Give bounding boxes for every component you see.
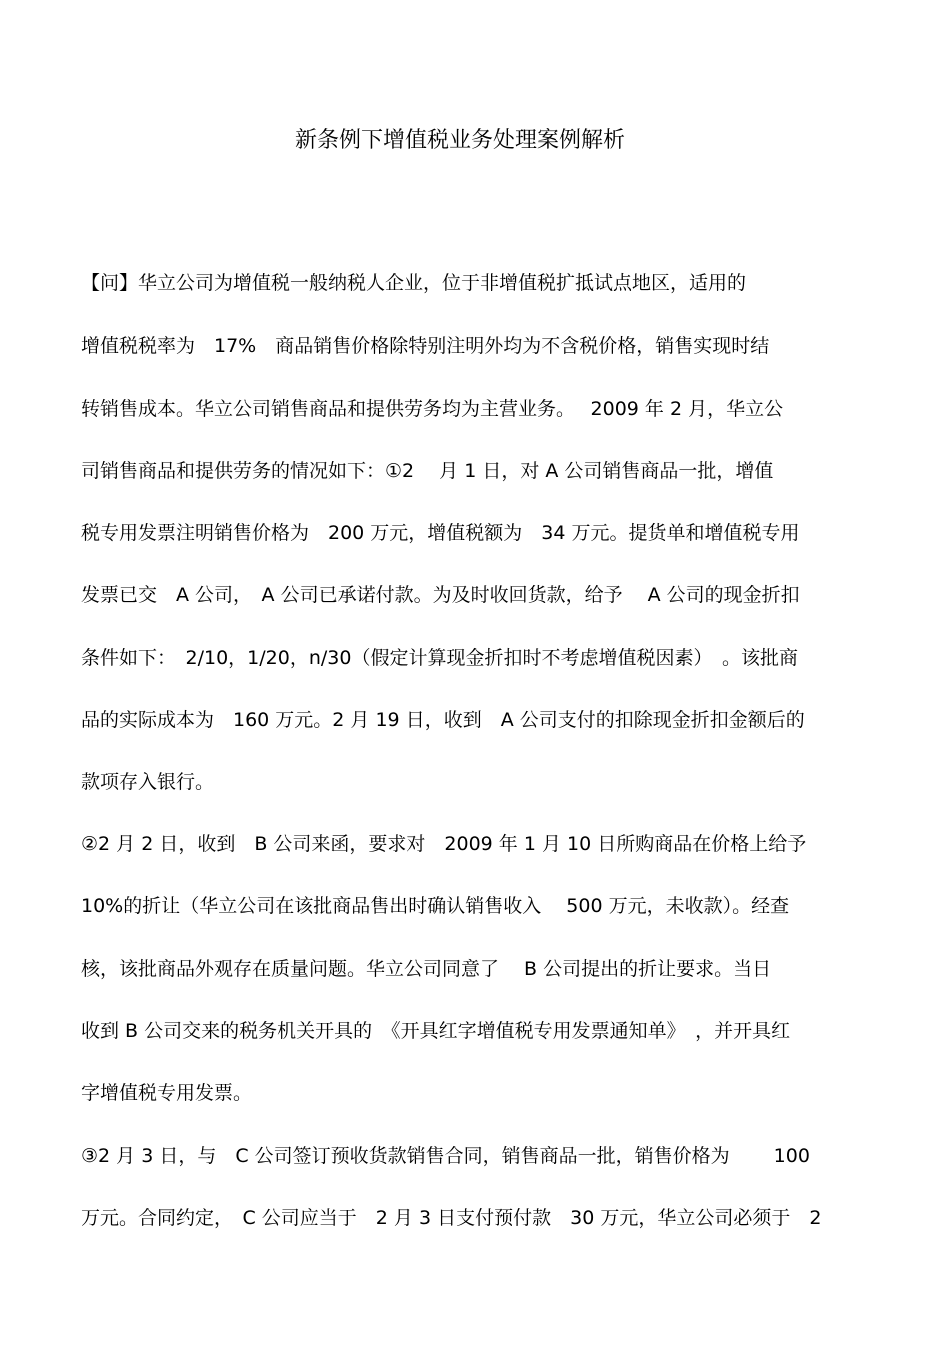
body-line: 万元。合同约定， C 公司应当于 2 月 3 日支付预付款 30 万元，华立公司必须于 2 (81, 1207, 822, 1229)
body-line: 字增值税专用发票。 (81, 1082, 253, 1104)
body-line: 核，该批商品外观存在质量问题。华立公司同意了 B 公司提出的折让要求。当日 (81, 958, 772, 980)
body-line: 10%的折让（华立公司在该批商品售出时确认销售收入 500 万元，未收款）。经查 (81, 895, 790, 917)
body-line: 税专用发票注明销售价格为 200 万元，增值税额为 34 万元。提货单和增值税专用 (81, 522, 800, 544)
body-line: 转销售成本。华立公司销售商品和提供劳务均为主营业务。 2009 年 2 月，华立公 (81, 398, 784, 420)
body-line: 条件如下： 2/10，1/20，n/30（假定计算现金折扣时不考虑增值税因素） 。该批商 (81, 647, 798, 669)
document-title: 新条例下增值税业务处理案例解析 (294, 128, 625, 153)
body-line: 【问】华立公司为增值税一般纳税人企业，位于非增值税扩抵试点地区，适用的 (81, 272, 747, 294)
body-line: 款项存入银行。 (81, 771, 215, 793)
body-line: 司销售商品和提供劳务的情况如下：①2 月 1 日，对 A 公司销售商品一批，增值 (81, 460, 774, 482)
body-line: ②2 月 2 日，收到 B 公司来函，要求对 2009 年 1 月 10 日所购商品在价格上给予 (81, 833, 807, 855)
body-line: 发票已交 A 公司， A 公司已承诺付款。为及时收回货款，给予 A 公司的现金折扣 (81, 584, 800, 606)
body-line: 品的实际成本为 160 万元。2 月 19 日，收到 A 公司支付的扣除现金折扣金额后的 (81, 709, 805, 731)
body-line: ③2 月 3 日，与 C 公司签订预收货款销售合同，销售商品一批，销售价格为 100 (81, 1145, 810, 1167)
body-line: 增值税税率为 17% 商品销售价格除特别注明外均为不含税价格，销售实现时结 (81, 335, 770, 357)
body-line: 收到 B 公司交来的税务机关开具的 《开具红字增值税专用发票通知单》 ，并开具红 (81, 1020, 791, 1042)
